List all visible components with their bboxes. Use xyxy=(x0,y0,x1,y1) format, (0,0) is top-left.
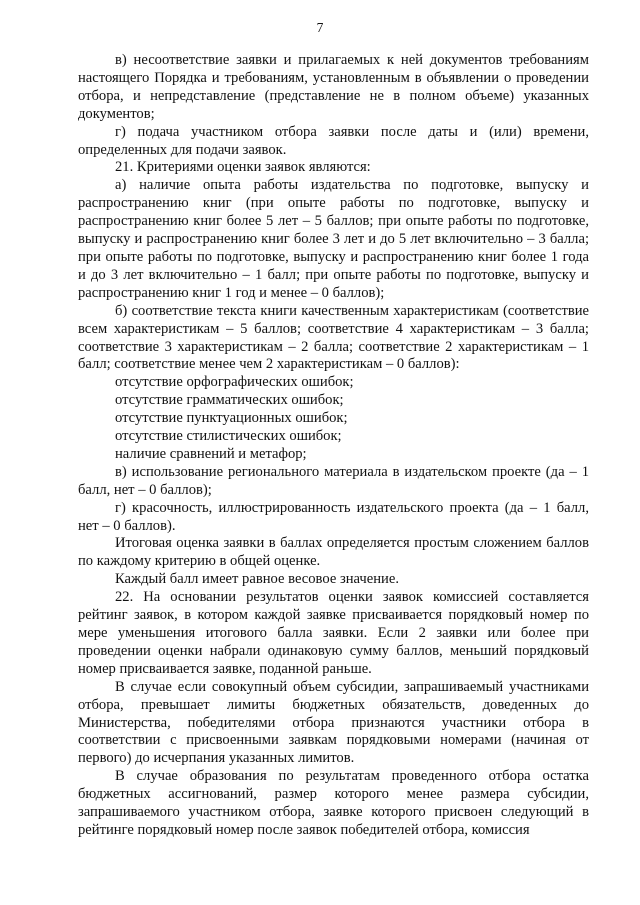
paragraph-remainder: В случае образования по результатам проведенного отбора остатка бюджетных ассигнований, размер которого менее размера субсидии, запрашиваемого участником отбора, заявке которого присвоен следующий в рейтинге порядковый номер после заявок победителей отбора, комиссия xyxy=(78,768,589,838)
paragraph-21: 21. Критериями оценки заявок являются: xyxy=(115,159,371,176)
paragraph-21b: б) соответствие текста книги качественным характеристикам (соответствие всем характеристикам – 5 баллов; соответствие 4 характеристикам – 3 балла; соответствие 3 характеристикам – 2 балла; соответствие 2 характеристикам – 1 балл; соответствие менее чем 2 характеристикам – 0 баллов): xyxy=(78,302,589,373)
document-body xyxy=(78,52,589,840)
paragraph-3g: г) подача участником отбора заявки после даты и (или) времени, определенных для подачи заявок. xyxy=(78,123,589,158)
paragraph-21a: а) наличие опыта работы издательства по подготовке, выпуску и распространению книг (при опыте работы по подготовке, выпуску и распространению книг более 5 лет – 5 баллов; при опыте работы по подготовке, выпуску и распространению книг более 3 лет и до 5 лет включительно – 3 балла; при опыте работы по подготовке, выпуску и распространению книг более 1 года и до 3 лет включительно – 1 балл; при опыте работы по подготовке, выпуску и распространению книг 1 год и менее – 0 баллов); xyxy=(78,177,589,301)
paragraph-total-score: Итоговая оценка заявки в баллах определяется простым сложением баллов по каждому критерию в общей оценке. xyxy=(78,535,589,570)
criterion-item: отсутствие пунктуационных ошибок; xyxy=(115,410,348,427)
criterion-item: отсутствие орфографических ошибок; xyxy=(115,374,354,391)
paragraph-21g: г) красочность, иллюстрированность издательского проекта (да – 1 балл, нет – 0 баллов). xyxy=(78,499,589,534)
paragraph-3v: в) несоответствие заявки и прилагаемых к ней документов требованиям настоящего Порядка и требованиям, установленным в объявлении о проведении отбора, и непредставление (представление не в полном объеме) указанных документов; xyxy=(78,52,589,122)
criterion-item: отсутствие стилистических ошибок; xyxy=(115,428,342,445)
criterion-item: отсутствие грамматических ошибок; xyxy=(115,392,344,409)
paragraph-limits: В случае если совокупный объем субсидии, запрашиваемый участниками отбора, превышает лимиты бюджетных обязательств, доведенных до Министерства, победителями отбора признаются участники отбора в соответствии с присвоенными заявкам порядковыми номерами (начиная от первого) до исчерпания указанных лимитов. xyxy=(78,678,589,767)
paragraph-21v: в) использование регионального материала в издательском проекте (да – 1 балл, нет – 0 баллов); xyxy=(78,463,589,498)
paragraph-22: 22. На основании результатов оценки заявок комиссией составляется рейтинг заявок, в котором каждой заявке присваивается порядковый номер по мере уменьшения итогового балла заявки. Если 2 заявки или более при проведении оценки набрали одинаковую сумму баллов, меньший порядковый номер присваивается заявке, поданной раньше. xyxy=(78,589,589,677)
paragraph-weight: Каждый балл имеет равное весовое значение. xyxy=(115,571,399,588)
criterion-item: наличие сравнений и метафор; xyxy=(115,445,307,462)
page-number: 7 xyxy=(316,20,324,35)
